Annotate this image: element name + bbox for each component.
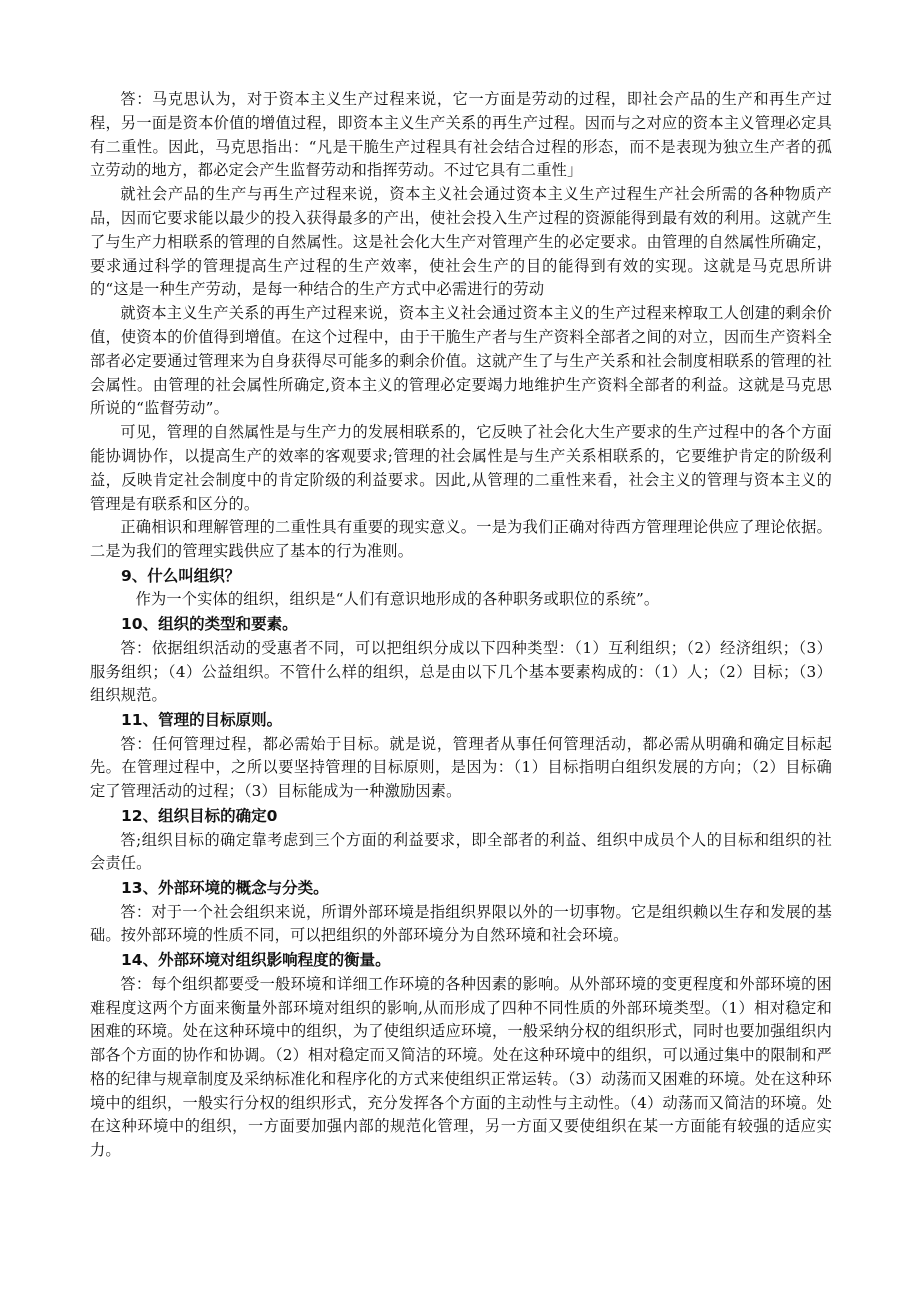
section-10 — [90, 612, 832, 708]
answer-paragraph: 答：马克思认为，对于资本主义生产过程来说，它一方面是劳动的过程，即社会产品的生产和再生产过程，另一面是资本价值的增值过程，即资本主义生产关系的再生产过程。因而与之对应的资本主义管理必定具有二重性。因此，马克思指出：“凡是干脆生产过程具有社会结合过程的形态，而不是表现为独立生产者的孤立劳动的地方，都必定会产生监督劳动和指挥劳动。不过它具有二重性」 — [90, 90, 832, 180]
body-paragraph: 可见，管理的自然属性是与生产力的发展相联系的，它反映了社会化大生产要求的生产过程中的各个方面能协调协作，以提高生产的效率的客观要求;管理的社会属性是与生产关系相联系的，它要维护肯定的阶级利益，反映肯定社会制度中的肯定阶级的利益要求。因此,从管理的二重性来看，社会主义的管理与资本主义的管理是有联系和区分的。 — [90, 423, 832, 513]
question-heading: 13、外部环境的概念与分类。 — [121, 879, 329, 898]
question-heading: 11、管理的目标原则。 — [121, 711, 283, 730]
section-9 — [90, 564, 832, 612]
answer-paragraph: 作为一个实体的组织，组织是“人们有意识地形成的各种职务或职位的系统”。 — [135, 590, 660, 609]
section-13 — [90, 876, 832, 948]
question-heading: 10、组织的类型和要素。 — [121, 615, 298, 634]
answer-paragraph: 答：任何管理过程，都必需始于目标。就是说，管理者从事任何管理活动，都必需从明确和确定目标起先。在管理过程中，之所以要坚持管理的目标原则，是因为：（1）目标指明白组织发展的方向；（2）目标确定了管理活动的过程；（3）目标能成为一种激励因素。 — [90, 734, 832, 801]
body-paragraph: 正确相识和理解管理的二重性具有重要的现实意义。一是为我们正确对待西方管理理论供应了理论依据。二是为我们的管理实践供应了基本的行为准则。 — [90, 518, 832, 561]
document-body — [90, 88, 832, 1163]
body-paragraph: 就资本主义生产关系的再生产过程来说，资本主义社会通过资本主义的生产过程来榨取工人创建的剩余价值，使资本的价值得到增值。在这个过程中，由于干脆生产者与生产资料全部者之间的对立，因而生产资料全部者必定要通过管理来为自身获得尽可能多的剩余价值。这就产生了与生产关系和社会制度相联系的管理的社会属性。由管理的社会属性所确定,资本主义的管理必定要竭力地维护生产资料全部者的利益。这就是马克思所说的“监督劳动”。 — [90, 304, 832, 418]
answer-paragraph: 答;组织目标的确定靠考虑到三个方面的利益要求，即全部者的利益、组织中成员个人的目标和组织的社会责任。 — [90, 830, 832, 873]
question-heading: 12、组织目标的确定0 — [121, 807, 278, 826]
answer-paragraph: 答：依据组织活动的受惠者不同，可以把组织分成以下四种类型：（1）互利组织；（2）经济组织；（3）服务组织；（4）公益组织。不管什么样的组织，总是由以下几个基本要素构成的：（1）人；（2）目标；（3）组织规范。 — [90, 638, 832, 705]
section-12 — [90, 804, 832, 876]
question-heading: 9、什么叫组织？ — [121, 566, 241, 585]
section-14 — [90, 948, 832, 1163]
body-paragraph: 就社会产品的生产与再生产过程来说，资本主义社会通过资本主义生产过程生产社会所需的各种物质产品，因而它要求能以最少的投入获得最多的产出，使社会投入生产过程的资源能得到最有效的利用。这就产生了与生产力相联系的管理的自然属性。这是社会化大生产对管理产生的必定要求。由管理的自然属性所确定，要求通过科学的管理提高生产过程的生产效率，使社会生产的目的能得到有效的实现。这就是马克思所讲的“这是一种生产劳动，是每一种结合的生产方式中必需进行的劳动 — [90, 185, 832, 299]
answer-paragraph: 答：对于一个社会组织来说，所谓外部环境是指组织界限以外的一切事物。它是组织赖以生存和发展的基础。按外部环境的性质不同，可以把组织的外部环境分为自然环境和社会环境。 — [90, 902, 832, 945]
question-heading: 14、外部环境对组织影响程度的衡量。 — [121, 951, 391, 970]
section-11 — [90, 708, 832, 804]
answer-paragraph: 答：每个组织都要受一般环境和详细工作环境的各种因素的影响。从外部环境的变更程度和外部环境的困难程度这两个方面来衡量外部环境对组织的影响,从而形成了四种不同性质的外部环境类型。（1）相对稳定和困难的环境。处在这种环境中的组织，为了使组织适应环境，一般采纳分权的组织形式，同时也要加强组织内部各个方面的协作和协调。（2）相对稳定而又简洁的环境。处在这种环境中的组织，可以通过集中的限制和严格的纪律与规章制度及采纳标准化和程序化的方式来使组织正常运转。（3）动荡而又困难的环境。处在这种环境中的组织，一般实行分权的组织形式，充分发挥各个方面的主动性与主动性。（4）动荡而又简洁的环境。处在这种环境中的组织，一方面要加强内部的规范化管理，另一方面又要使组织在某一方面能有较强的适应实力。 — [90, 974, 832, 1160]
